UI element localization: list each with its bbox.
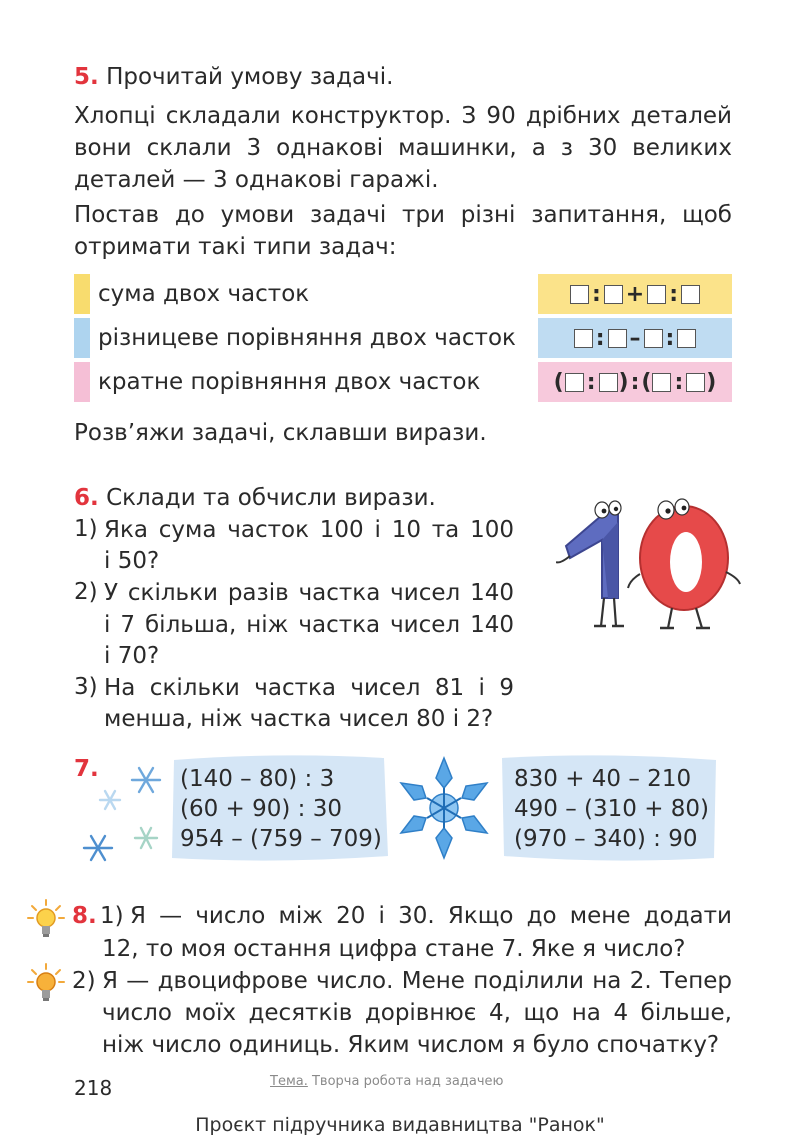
item-line: 12, то моя остання цифра стане 7. Яке я число?	[102, 936, 686, 962]
item-line: Яка сума часток 100 і 10 та 100	[104, 517, 514, 543]
category-marker-sum	[74, 274, 90, 314]
bracket: (	[641, 369, 652, 395]
number-ten-illustration	[556, 488, 746, 638]
blank-square-icon	[574, 329, 593, 348]
blank-square-icon	[681, 285, 700, 304]
digit-zero-character	[628, 499, 740, 628]
bracket: )	[706, 369, 717, 395]
ex6-title: Склади та обчисли вирази.	[106, 485, 436, 511]
item-number: 1)	[100, 903, 124, 929]
ex6-heading	[74, 483, 436, 514]
blank-square-icon	[565, 373, 584, 392]
snowflake-icon	[388, 752, 500, 864]
ex5-task-line: Постав до умови задачі три різні запитання, щоб	[74, 202, 732, 228]
ex5-heading	[74, 62, 393, 93]
ex7-expression: (140 – 80) : 3	[180, 766, 335, 792]
item-line: число моїх десятків дорівнює 4, що на 4 більше,	[102, 1000, 732, 1026]
operator: :	[591, 281, 601, 307]
item-number: 2)	[72, 968, 96, 994]
blank-square-icon	[570, 285, 589, 304]
ex5-number: 5.	[74, 64, 99, 90]
item-line: ніж число одиниць. Яким числом я було спочатку?	[102, 1032, 720, 1058]
blank-square-icon	[652, 373, 671, 392]
operator: :	[630, 369, 640, 395]
category-marker-ratio	[74, 362, 90, 402]
ex6-item	[74, 672, 514, 735]
ex6-number: 6.	[74, 485, 99, 511]
item-line: і 70?	[104, 643, 160, 669]
ex5-story-line: Хлопці складали конструктор. З 90 дрібних деталей	[74, 103, 732, 129]
formula-ratio-of-quotients	[538, 362, 732, 402]
ex7-expression: (970 – 340) : 90	[514, 826, 698, 852]
topic-text: Творча робота над задачею	[307, 1074, 504, 1089]
ex5-story-line: вони склали 3 однакові машинки, а з 30 великих	[74, 135, 732, 161]
blank-square-icon	[686, 373, 705, 392]
item-line: Я — число між 20 і 30. Якщо до мене додати	[130, 903, 732, 929]
category-label-sum: сума двох часток	[98, 281, 310, 307]
operator: :	[595, 325, 605, 351]
operator: :	[665, 325, 675, 351]
formula-sum-of-quotients	[538, 274, 732, 314]
ex5-closing: Розв’яжи задачі, склавши вирази.	[74, 420, 487, 446]
ex6-item	[74, 577, 514, 672]
item-line: На скільки частка чисел 81 і 9	[104, 675, 514, 701]
ex8-p2	[72, 965, 732, 1061]
category-marker-difference	[74, 318, 90, 358]
blank-square-icon	[677, 329, 696, 348]
bracket: )	[618, 369, 629, 395]
ex5-story-line: деталей — 3 однакові гаражі.	[74, 167, 439, 193]
blank-square-icon	[644, 329, 663, 348]
ex7-expression: 490 – (310 + 80)	[514, 796, 710, 822]
ex8-number: 8.	[72, 903, 97, 929]
operator: :	[586, 369, 596, 395]
ex5-title: Прочитай умову задачі.	[106, 64, 394, 90]
ex7-expression: (60 + 90) : 30	[180, 796, 343, 822]
blank-square-icon	[604, 285, 623, 304]
lightbulb-icon	[26, 898, 66, 940]
ex5-task-line: отримати такі типи задач:	[74, 234, 397, 260]
operator: –	[629, 325, 641, 351]
digit-one-character	[556, 501, 624, 626]
bracket: (	[553, 369, 564, 395]
category-label-difference: різницеве порівняння двох часток	[98, 325, 516, 351]
blank-square-icon	[608, 329, 627, 348]
item-number: 3)	[74, 674, 98, 700]
ex6-item	[74, 514, 514, 577]
blank-square-icon	[647, 285, 666, 304]
ex6-list	[74, 514, 514, 735]
topic-line	[270, 1074, 503, 1089]
operator: :	[674, 369, 684, 395]
item-number: 2)	[74, 579, 98, 605]
ex5-story	[74, 100, 732, 196]
formula-difference-of-quotients	[538, 318, 732, 358]
page-number: 218	[74, 1076, 113, 1100]
item-line: менша, ніж частка чисел 80 і 2?	[104, 706, 494, 732]
lightbulb-icon	[26, 962, 66, 1004]
ex8-p1-cont	[72, 933, 732, 965]
ex8-p1	[72, 900, 732, 933]
item-line: і 50?	[104, 548, 160, 574]
snowflake-icon	[74, 758, 170, 870]
publisher-footer: Проєкт підручника видавництва "Ранок"	[195, 1114, 605, 1136]
item-line: У скільки разів частка чисел 140	[104, 580, 514, 606]
ex8-block	[72, 900, 732, 1061]
ex7-expression: 954 – (759 – 709)	[180, 826, 382, 852]
operator: :	[669, 281, 679, 307]
topic-label: Тема.	[270, 1074, 308, 1089]
category-label-ratio: кратне порівняння двох часток	[98, 369, 481, 395]
operator: +	[625, 281, 645, 307]
item-number: 1)	[74, 516, 98, 542]
ex7-expression: 830 + 40 – 210	[514, 766, 692, 792]
item-line: і 7 більша, ніж частка чисел 140	[104, 612, 514, 638]
ex7-number-text: 7.	[74, 756, 99, 782]
item-line: Я — двоцифрове число. Мене поділили на 2. Тепер	[102, 968, 732, 994]
ex5-task	[74, 199, 732, 263]
blank-square-icon	[599, 373, 618, 392]
